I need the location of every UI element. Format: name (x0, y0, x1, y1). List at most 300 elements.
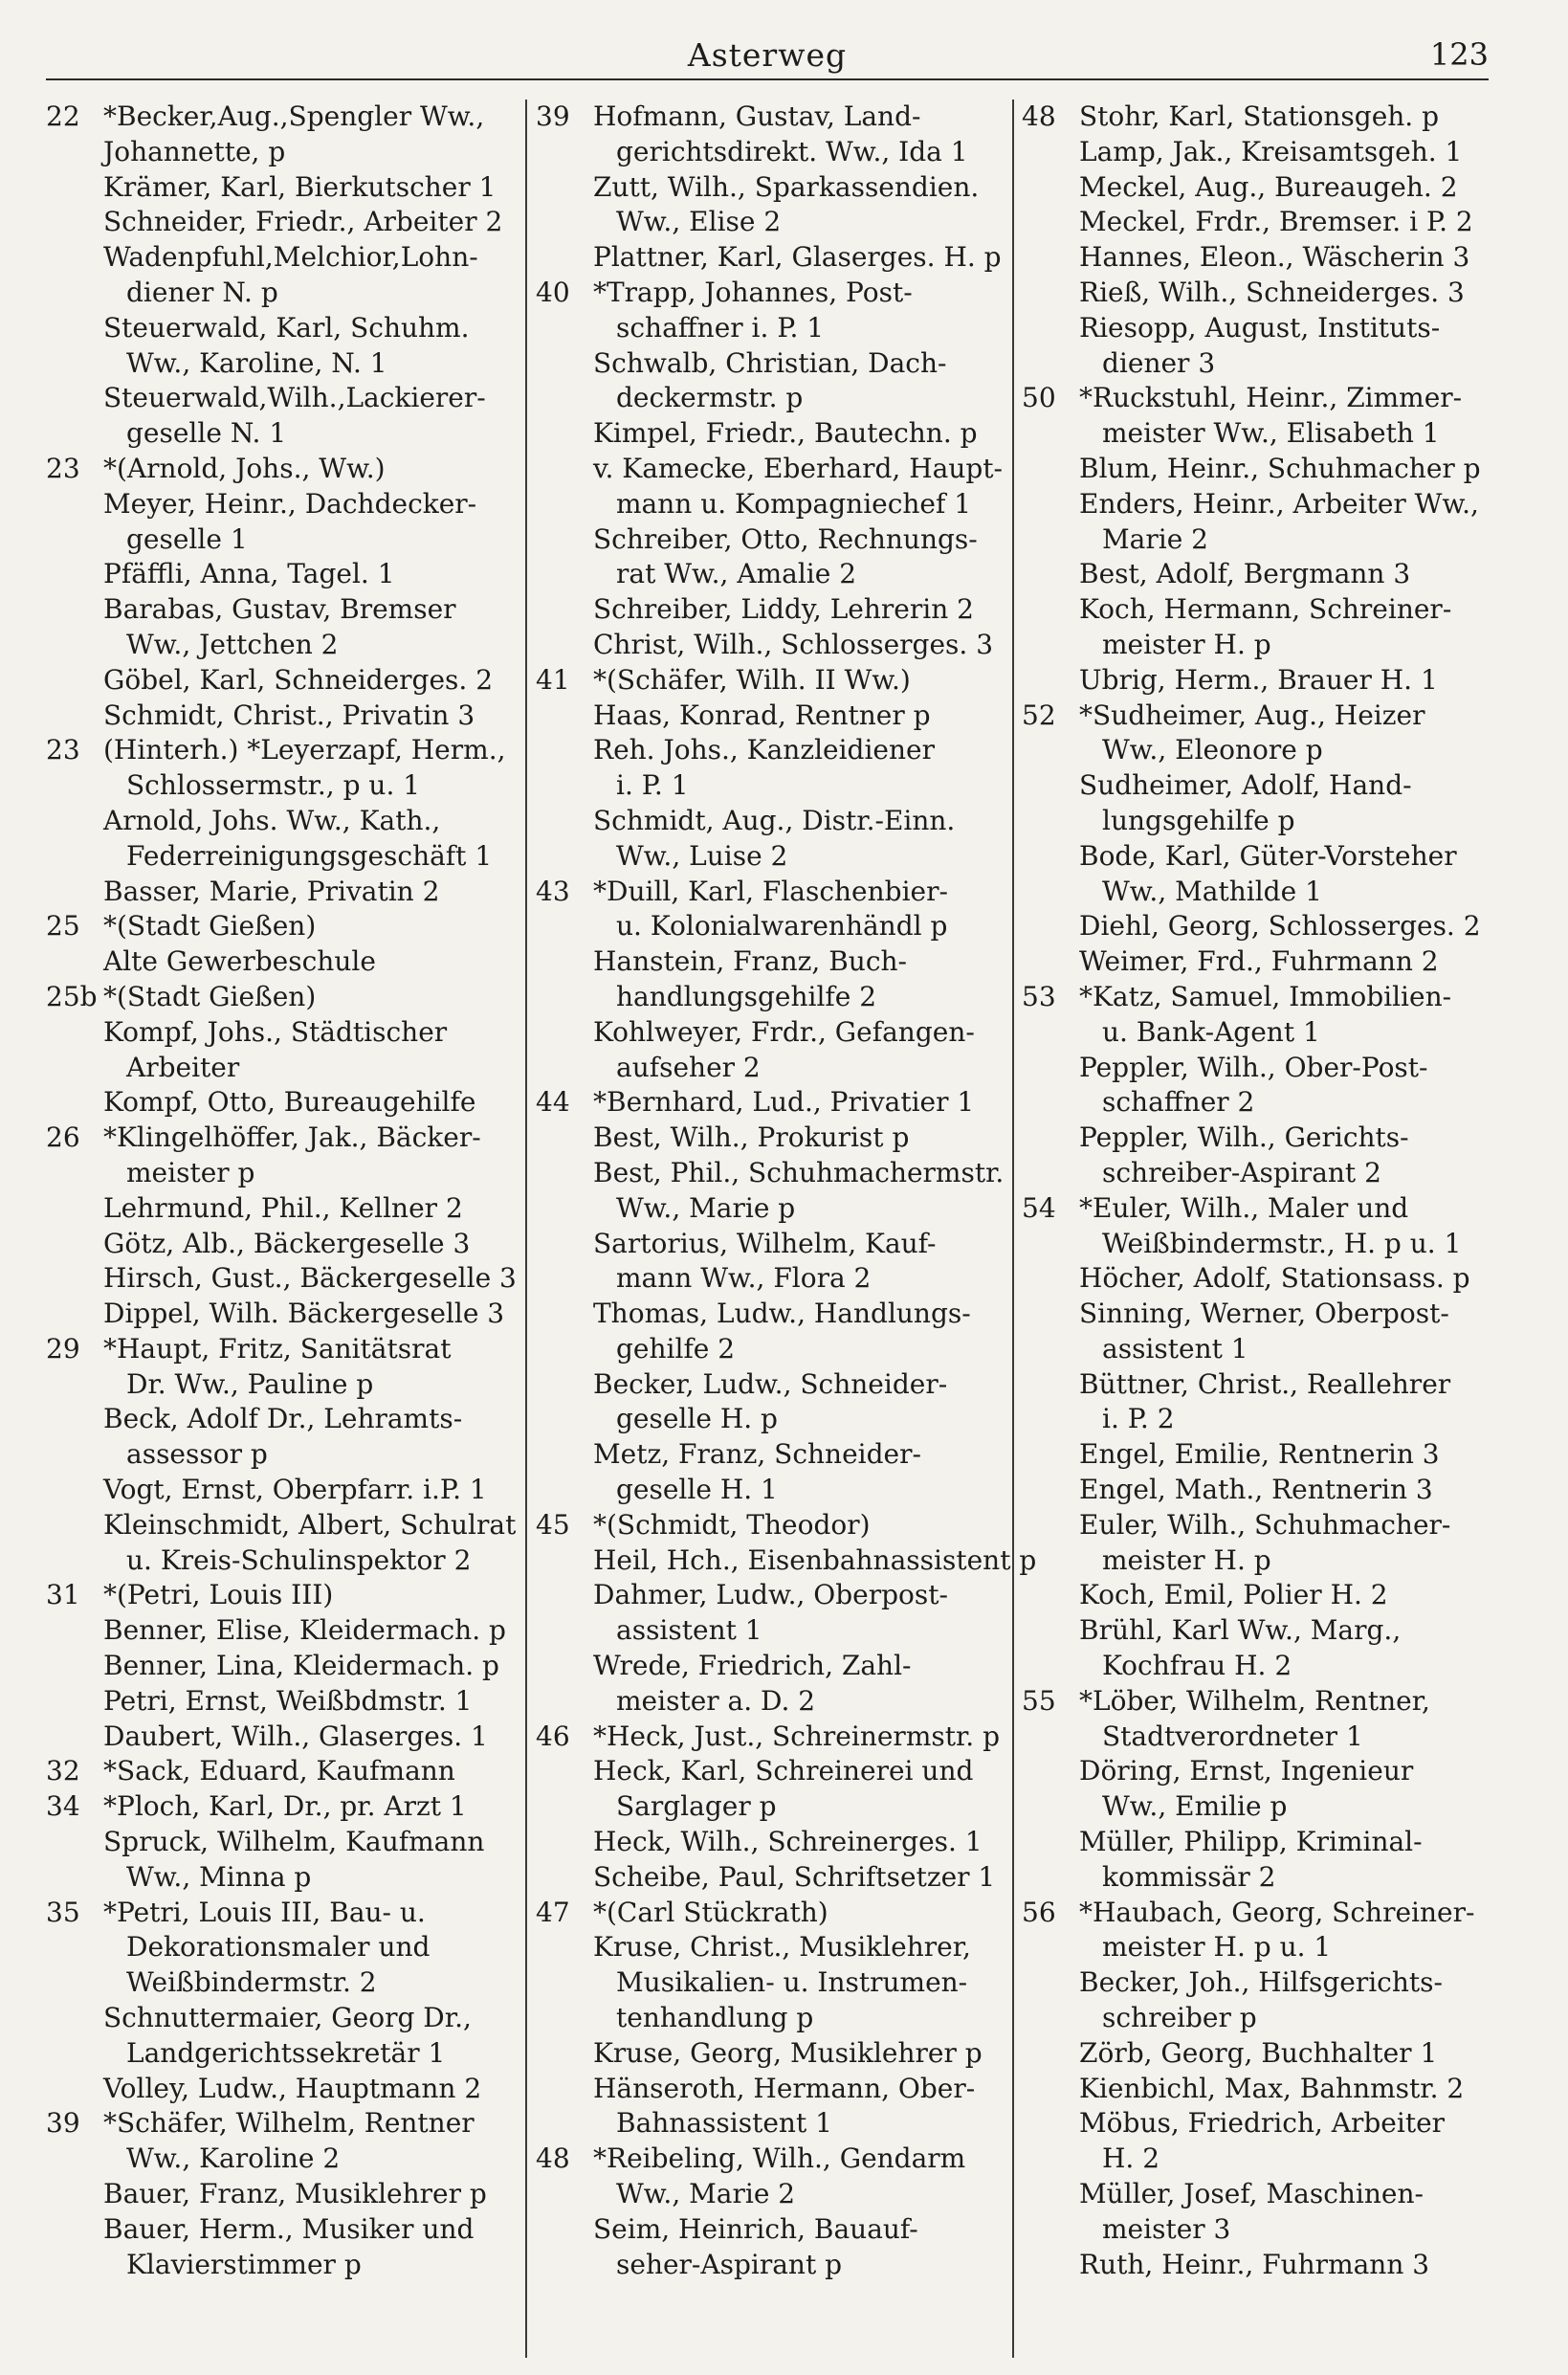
directory-line (536, 1051, 1010, 1086)
directory-line (536, 1015, 1010, 1051)
resident-entry-text: schreiber p (1102, 2002, 1257, 2034)
resident-entry-text: Ww., Minna p (126, 1860, 312, 1893)
resident-entry-text: handlungsgehilfe 2 (616, 980, 877, 1012)
resident-entry-text: Thomas, Ludw., Handlungs- (593, 1298, 971, 1330)
house-number: 25 (46, 910, 80, 943)
directory-line (46, 452, 524, 487)
directory-line (1022, 1896, 1500, 1931)
resident-entry-text: Kienbichl, Max, Bahnmstr. 2 (1079, 2072, 1465, 2104)
house-number: 29 (46, 1332, 80, 1365)
directory-line (1022, 1613, 1500, 1649)
directory-line (46, 1437, 524, 1473)
resident-entry-text: meister 3 (1102, 2212, 1231, 2245)
directory-line (46, 1051, 524, 1086)
directory-line (536, 2001, 1010, 2036)
directory-line (536, 1649, 1010, 1684)
resident-entry-text: Brühl, Karl Ww., Marg., (1079, 1614, 1402, 1647)
directory-line (536, 699, 1010, 734)
directory-line (536, 875, 1010, 910)
house-number: 45 (536, 1508, 570, 1541)
directory-line (1022, 2177, 1500, 2212)
directory-line (46, 1754, 524, 1789)
resident-entry-text: Kimpel, Friedr., Bautechn. p (593, 417, 978, 450)
resident-entry-text: Dippel, Wilh. Bäckergeselle 3 (103, 1298, 505, 1330)
directory-line (536, 2036, 1010, 2072)
directory-line (46, 2212, 524, 2248)
resident-entry-text: Ww., Marie p (616, 1191, 796, 1224)
resident-entry-text: Sudheimer, Adolf, Hand- (1079, 769, 1412, 802)
resident-entry-text: Plattner, Karl, Glaserges. H. p (593, 241, 1002, 274)
resident-entry-text: Best, Phil., Schuhmachermstr. (593, 1156, 1005, 1188)
resident-entry-text: Heck, Karl, Schreinerei und (593, 1755, 974, 1787)
house-number: 22 (46, 100, 80, 132)
resident-entry-text: Arbeiter (126, 1051, 240, 1083)
resident-entry-text: lungsgehilfe p (1102, 804, 1295, 836)
directory-line (536, 592, 1010, 628)
directory-line (536, 1896, 1010, 1931)
directory-line (46, 381, 524, 416)
directory-line (1022, 875, 1500, 910)
resident-entry-text: assessor p (126, 1438, 268, 1471)
directory-line (536, 276, 1010, 311)
house-number: 35 (46, 1896, 80, 1928)
resident-entry-text: Ww., Jettchen 2 (126, 628, 339, 660)
directory-line (536, 733, 1010, 768)
house-number: 25b (46, 980, 98, 1012)
resident-entry-text: Spruck, Wilhelm, Kaufmann (103, 1826, 485, 1858)
directory-line (536, 416, 1010, 452)
resident-entry-text: Federreinigungsgeschäft 1 (126, 839, 493, 872)
house-number: 40 (536, 276, 570, 308)
directory-line (46, 240, 524, 276)
directory-line (1022, 804, 1500, 839)
resident-entry-text: v. Kamecke, Eberhard, Haupt- (593, 452, 1003, 484)
directory-line (46, 100, 524, 135)
resident-entry-text: Sarglager p (616, 1790, 777, 1823)
house-number: 43 (536, 875, 570, 907)
resident-entry-text: Marie 2 (1102, 522, 1208, 555)
directory-line (46, 1720, 524, 1755)
directory-line (46, 170, 524, 206)
resident-entry-text: Barabas, Gustav, Bremser (103, 593, 456, 626)
resident-entry-text: Weißbindermstr. 2 (126, 1966, 377, 1999)
resident-entry-text: *(Stadt Gießen) (103, 980, 317, 1012)
directory-line (46, 1860, 524, 1896)
directory-line (46, 135, 524, 170)
resident-entry-text: *Heck, Just., Schreinermstr. p (593, 1720, 1001, 1752)
resident-entry-text: Ww., Karoline 2 (126, 2142, 341, 2175)
directory-line (46, 592, 524, 628)
house-number: 34 (46, 1790, 80, 1823)
directory-line (1022, 522, 1500, 558)
directory-line (46, 1121, 524, 1156)
directory-line (46, 663, 524, 699)
directory-line (1022, 980, 1500, 1015)
resident-entry-text: Kruse, Christ., Musiklehrer, (593, 1931, 971, 1964)
directory-line (1022, 276, 1500, 311)
resident-entry-text: Schnuttermaier, Georg Dr., (103, 2002, 472, 2034)
directory-line (46, 1261, 524, 1297)
directory-line (536, 1261, 1010, 1297)
directory-line (536, 1508, 1010, 1543)
directory-line (1022, 416, 1500, 452)
resident-entry-text: *Bernhard, Lud., Privatier 1 (593, 1086, 975, 1119)
directory-line (536, 1297, 1010, 1332)
resident-entry-text: geselle N. 1 (126, 417, 287, 450)
resident-entry-text: *(Petri, Louis III) (103, 1579, 334, 1611)
directory-line (46, 733, 524, 768)
resident-entry-text: Hänseroth, Hermann, Ober- (593, 2072, 976, 2104)
directory-line (1022, 1965, 1500, 2001)
resident-entry-text: Engel, Emilie, Rentnerin 3 (1079, 1438, 1440, 1471)
resident-entry-text: Sinning, Werner, Oberpost- (1079, 1298, 1449, 1330)
resident-entry-text: Schmidt, Christ., Privatin 3 (103, 699, 475, 731)
resident-entry-text: Alte Gewerbeschule (103, 945, 376, 978)
directory-line (536, 170, 1010, 206)
resident-entry-text: *Duill, Karl, Flaschenbier- (593, 875, 948, 907)
resident-entry-text: diener N. p (126, 276, 278, 308)
resident-entry-text: Scheibe, Paul, Schriftsetzer 1 (593, 1860, 996, 1893)
resident-entry-text: Wrede, Friedrich, Zahl- (593, 1650, 912, 1682)
resident-entry-text: Christ, Wilh., Schlosserges. 3 (593, 628, 994, 660)
resident-entry-text: Haas, Konrad, Rentner p (593, 699, 931, 731)
resident-entry-text: deckermstr. p (616, 382, 804, 414)
resident-entry-text: Ww., Mathilde 1 (1102, 875, 1322, 907)
resident-entry-text: Becker, Joh., Hilfsgerichts- (1079, 1966, 1443, 1999)
directory-line (46, 1613, 524, 1649)
resident-entry-text: Daubert, Wilh., Glaserges. 1 (103, 1720, 488, 1752)
resident-entry-text: Ubrig, Herm., Brauer H. 1 (1079, 663, 1438, 696)
resident-entry-text: Götz, Alb., Bäckergeselle 3 (103, 1227, 471, 1259)
resident-entry-text: Ww., Eleonore p (1102, 734, 1323, 766)
directory-line (1022, 100, 1500, 135)
resident-entry-text: Johannette, p (103, 135, 286, 167)
directory-line (1022, 2212, 1500, 2248)
house-number: 52 (1022, 699, 1056, 731)
resident-entry-text: *(Carl Stückrath) (593, 1896, 828, 1928)
directory-line (536, 1367, 1010, 1403)
resident-entry-text: Hirsch, Gust., Bäckergeselle 3 (103, 1262, 517, 1295)
resident-entry-text: *Schäfer, Wilhelm, Rentner (103, 2107, 475, 2140)
resident-entry-text: *Reibeling, Wilh., Gendarm (593, 2142, 966, 2175)
directory-line (46, 1684, 524, 1720)
directory-line (536, 100, 1010, 135)
resident-entry-text: Volley, Ludw., Hauptmann 2 (103, 2072, 482, 2104)
directory-line (536, 1156, 1010, 1191)
directory-line (46, 1402, 524, 1437)
directory-line (536, 1473, 1010, 1508)
resident-entry-text: Möbus, Friedrich, Arbeiter (1079, 2107, 1446, 2140)
directory-line (1022, 1015, 1500, 1051)
resident-entry-text: tenhandlung p (616, 2002, 814, 2034)
directory-line (536, 909, 1010, 944)
resident-entry-text: Hannes, Eleon., Wäscherin 3 (1079, 241, 1470, 274)
resident-entry-text: Landgerichtssekretär 1 (126, 2036, 446, 2069)
directory-line (1022, 1789, 1500, 1825)
resident-entry-text: mann Ww., Flora 2 (616, 1262, 872, 1295)
resident-entry-text: Ww., Marie 2 (616, 2178, 796, 2210)
directory-line (1022, 1473, 1500, 1508)
directory-line (1022, 2142, 1500, 2177)
directory-line (1022, 909, 1500, 944)
directory-line (1022, 346, 1500, 382)
directory-line (1022, 2072, 1500, 2107)
resident-entry-text: geselle 1 (126, 522, 248, 555)
directory-line (46, 804, 524, 839)
resident-entry-text: Schmidt, Aug., Distr.-Einn. (593, 804, 956, 836)
directory-line (1022, 1930, 1500, 1965)
directory-line (46, 276, 524, 311)
directory-line (1022, 557, 1500, 592)
resident-entry-text: Müller, Philipp, Kriminal- (1079, 1826, 1423, 1858)
directory-line (46, 1367, 524, 1403)
resident-entry-text: *Katz, Samuel, Immobilien- (1079, 980, 1452, 1012)
directory-line (536, 1085, 1010, 1121)
directory-line (46, 416, 524, 452)
resident-entry-text: Klavierstimmer p (126, 2248, 362, 2280)
directory-line (536, 1332, 1010, 1367)
house-number: 39 (46, 2107, 80, 2140)
resident-entry-text: Blum, Heinr., Schuhmacher p (1079, 452, 1481, 484)
resident-entry-text: Müller, Josef, Maschinen- (1079, 2178, 1424, 2210)
resident-entry-text: *(Arnold, Johs., Ww.) (103, 452, 386, 484)
directory-line (536, 944, 1010, 980)
directory-line (536, 135, 1010, 170)
resident-entry-text: Enders, Heinr., Arbeiter Ww., (1079, 487, 1479, 520)
resident-entry-text: meister H. p (1102, 628, 1271, 660)
directory-line (536, 1191, 1010, 1227)
directory-line (1022, 1437, 1500, 1473)
resident-entry-text: Benner, Lina, Kleidermach. p (103, 1650, 499, 1682)
resident-entry-text: assistent 1 (616, 1614, 762, 1647)
resident-entry-text: *Petri, Louis III, Bau- u. (103, 1896, 426, 1928)
directory-line (1022, 1402, 1500, 1437)
resident-entry-text: Steuerwald,Wilh.,Lackierer- (103, 382, 486, 414)
directory-line (536, 2248, 1010, 2283)
directory-line (46, 1085, 524, 1121)
resident-entry-text: Meyer, Heinr., Dachdecker- (103, 487, 477, 520)
resident-entry-text: Beck, Adolf Dr., Lehramts- (103, 1403, 463, 1435)
resident-entry-text: Bauer, Franz, Musiklehrer p (103, 2178, 487, 2210)
directory-line (46, 909, 524, 944)
directory-line (46, 2106, 524, 2142)
directory-line (46, 1297, 524, 1332)
directory-column-3 (1022, 100, 1500, 2358)
directory-line (1022, 240, 1500, 276)
house-number: 50 (1022, 382, 1056, 414)
resident-entry-text: Reh. Johs., Kanzleidiener (593, 734, 935, 766)
resident-entry-text: meister p (126, 1156, 255, 1188)
directory-line (536, 628, 1010, 663)
directory-line (1022, 1684, 1500, 1720)
resident-entry-text: Basser, Marie, Privatin 2 (103, 875, 440, 907)
directory-line (536, 804, 1010, 839)
resident-entry-text: schaffner 2 (1102, 1086, 1255, 1119)
resident-entry-text: Kleinschmidt, Albert, Schulrat (103, 1508, 517, 1541)
resident-entry-text: Kohlweyer, Frdr., Gefangen- (593, 1015, 975, 1048)
directory-line (536, 452, 1010, 487)
resident-entry-text: Heck, Wilh., Schreinerges. 1 (593, 1826, 983, 1858)
resident-entry-text: Peppler, Wilh., Gerichts- (1079, 1121, 1409, 1154)
directory-line (1022, 311, 1500, 346)
column-divider (525, 100, 527, 2358)
directory-line (1022, 1227, 1500, 1262)
resident-entry-text: Meckel, Frdr., Bremser. i P. 2 (1079, 206, 1473, 238)
directory-line (1022, 2106, 1500, 2142)
resident-entry-text: geselle H. 1 (616, 1474, 778, 1506)
resident-entry-text: Koch, Emil, Polier H. 2 (1079, 1579, 1388, 1611)
directory-line (1022, 2001, 1500, 2036)
resident-entry-text: Ww., Emilie p (1102, 1790, 1288, 1823)
directory-line (536, 311, 1010, 346)
directory-line (46, 1332, 524, 1367)
resident-entry-text: mann u. Kompagniechef 1 (616, 487, 972, 520)
resident-entry-text: *Trapp, Johannes, Post- (593, 276, 913, 308)
directory-line (1022, 663, 1500, 699)
resident-entry-text: Höcher, Adolf, Stationsass. p (1079, 1262, 1470, 1295)
directory-line (46, 1965, 524, 2001)
directory-line (46, 2248, 524, 2283)
resident-entry-text: *Sack, Eduard, Kaufmann (103, 1755, 455, 1787)
column-divider (1012, 100, 1014, 2358)
directory-line (1022, 2248, 1500, 2283)
resident-entry-text: *Ruckstuhl, Heinr., Zimmer- (1079, 382, 1463, 414)
directory-line (46, 2177, 524, 2212)
resident-entry-text: u. Kolonialwarenhändl p (616, 910, 948, 943)
directory-line (46, 944, 524, 980)
resident-entry-text: H. 2 (1102, 2142, 1160, 2175)
directory-line (536, 980, 1010, 1015)
directory-line (46, 2036, 524, 2072)
directory-line (536, 2212, 1010, 2248)
resident-entry-text: Lamp, Jak., Kreisamtsgeh. 1 (1079, 135, 1463, 167)
directory-line (1022, 2036, 1500, 2072)
directory-line (46, 487, 524, 522)
house-number: 48 (536, 2142, 570, 2175)
resident-entry-text: Schreiber, Otto, Rechnungs- (593, 522, 978, 555)
resident-entry-text: rat Ww., Amalie 2 (616, 558, 857, 590)
resident-entry-text: Vogt, Ernst, Oberpfarr. i.P. 1 (103, 1474, 487, 1506)
resident-entry-text: Kompf, Johs., Städtischer (103, 1015, 448, 1048)
resident-entry-text: Bode, Karl, Güter-Vorsteher (1079, 839, 1457, 872)
resident-entry-text: Heil, Hch., Eisenbahnassistent p (593, 1543, 1037, 1576)
directory-line (1022, 1578, 1500, 1613)
resident-entry-text: Kruse, Georg, Musiklehrer p (593, 2036, 983, 2069)
house-number: 39 (536, 100, 570, 132)
resident-entry-text: *Becker,Aug.,Spengler Ww., (103, 100, 485, 132)
directory-line (536, 557, 1010, 592)
resident-entry-text: Kochfrau H. 2 (1102, 1650, 1292, 1682)
directory-line (1022, 1543, 1500, 1579)
resident-entry-text: Bauer, Herm., Musiker und (103, 2212, 475, 2245)
resident-entry-text: Ruth, Heinr., Fuhrmann 3 (1079, 2248, 1430, 2280)
resident-entry-text: Best, Adolf, Bergmann 3 (1079, 558, 1411, 590)
resident-entry-text: *Löber, Wilhelm, Rentner, (1079, 1684, 1430, 1717)
resident-entry-text: Seim, Heinrich, Bauauf- (593, 2212, 918, 2245)
directory-line (46, 311, 524, 346)
directory-line (1022, 205, 1500, 240)
resident-entry-text: meister Ww., Elisabeth 1 (1102, 417, 1440, 450)
resident-entry-text: Kompf, Otto, Bureaugehilfe (103, 1086, 476, 1119)
resident-entry-text: *Haupt, Fritz, Sanitätsrat (103, 1332, 452, 1365)
directory-line (46, 2001, 524, 2036)
resident-entry-text: meister a. D. 2 (616, 1684, 816, 1717)
house-number: 47 (536, 1896, 570, 1928)
directory-line (536, 1227, 1010, 1262)
directory-line (536, 1578, 1010, 1613)
directory-line (1022, 1860, 1500, 1896)
resident-entry-text: Zutt, Wilh., Sparkassendien. (593, 170, 980, 203)
directory-line (536, 768, 1010, 804)
resident-entry-text: Hofmann, Gustav, Land- (593, 100, 921, 132)
resident-entry-text: Weißbindermstr., H. p u. 1 (1102, 1227, 1462, 1259)
resident-entry-text: Krämer, Karl, Bierkutscher 1 (103, 170, 497, 203)
resident-entry-text: (Hinterh.) *Leyerzapf, Herm., (103, 734, 506, 766)
directory-line (1022, 170, 1500, 206)
resident-entry-text: Stohr, Karl, Stationsgeh. p (1079, 100, 1440, 132)
directory-line (46, 1825, 524, 1860)
resident-entry-text: Dr. Ww., Pauline p (126, 1367, 374, 1400)
directory-line (536, 1402, 1010, 1437)
directory-line (46, 1789, 524, 1825)
house-number: 32 (46, 1755, 80, 1787)
directory-line (1022, 1121, 1500, 1156)
resident-entry-text: Sartorius, Wilhelm, Kauf- (593, 1227, 937, 1259)
directory-line (1022, 1191, 1500, 1227)
directory-line (46, 875, 524, 910)
directory-line (46, 1896, 524, 1931)
directory-line (46, 2142, 524, 2177)
resident-entry-text: Dekorationsmaler und (126, 1931, 431, 1964)
directory-line (1022, 1085, 1500, 1121)
resident-entry-text: *(Schäfer, Wilh. II Ww.) (593, 663, 911, 696)
resident-entry-text: Best, Wilh., Prokurist p (593, 1121, 910, 1154)
directory-line (1022, 839, 1500, 875)
directory-line (1022, 1051, 1500, 1086)
directory-line (536, 381, 1010, 416)
directory-line (46, 1578, 524, 1613)
directory-line (1022, 628, 1500, 663)
directory-line (1022, 1367, 1500, 1403)
house-number: 41 (536, 663, 570, 696)
resident-entry-text: Musikalien- u. Instrumen- (616, 1966, 968, 1999)
resident-entry-text: gerichtsdirekt. Ww., Ida 1 (616, 135, 968, 167)
resident-entry-text: Diehl, Georg, Schlosserges. 2 (1079, 910, 1481, 943)
directory-line (536, 1684, 1010, 1720)
house-number: 44 (536, 1086, 570, 1119)
resident-entry-text: *Euler, Wilh., Maler und (1079, 1191, 1409, 1224)
resident-entry-text: diener 3 (1102, 346, 1216, 379)
directory-line (1022, 1825, 1500, 1860)
directory-line (536, 240, 1010, 276)
resident-entry-text: Lehrmund, Phil., Kellner 2 (103, 1191, 463, 1224)
resident-entry-text: Steuerwald, Karl, Schuhm. (103, 311, 470, 344)
directory-line (46, 346, 524, 382)
house-number: 23 (46, 734, 80, 766)
resident-entry-text: Stadtverordneter 1 (1102, 1720, 1363, 1752)
resident-entry-text: gehilfe 2 (616, 1332, 736, 1365)
directory-line (46, 2072, 524, 2107)
directory-line (46, 1930, 524, 1965)
directory-line (536, 1825, 1010, 1860)
resident-entry-text: Dahmer, Ludw., Oberpost- (593, 1579, 948, 1611)
resident-entry-text: Schreiber, Liddy, Lehrerin 2 (593, 593, 974, 626)
resident-entry-text: Riesopp, August, Instituts- (1079, 311, 1441, 344)
directory-line (1022, 1297, 1500, 1332)
resident-entry-text: Ww., Luise 2 (616, 839, 788, 872)
directory-line (536, 1720, 1010, 1755)
resident-entry-text: Arnold, Johs. Ww., Kath., (103, 804, 441, 836)
